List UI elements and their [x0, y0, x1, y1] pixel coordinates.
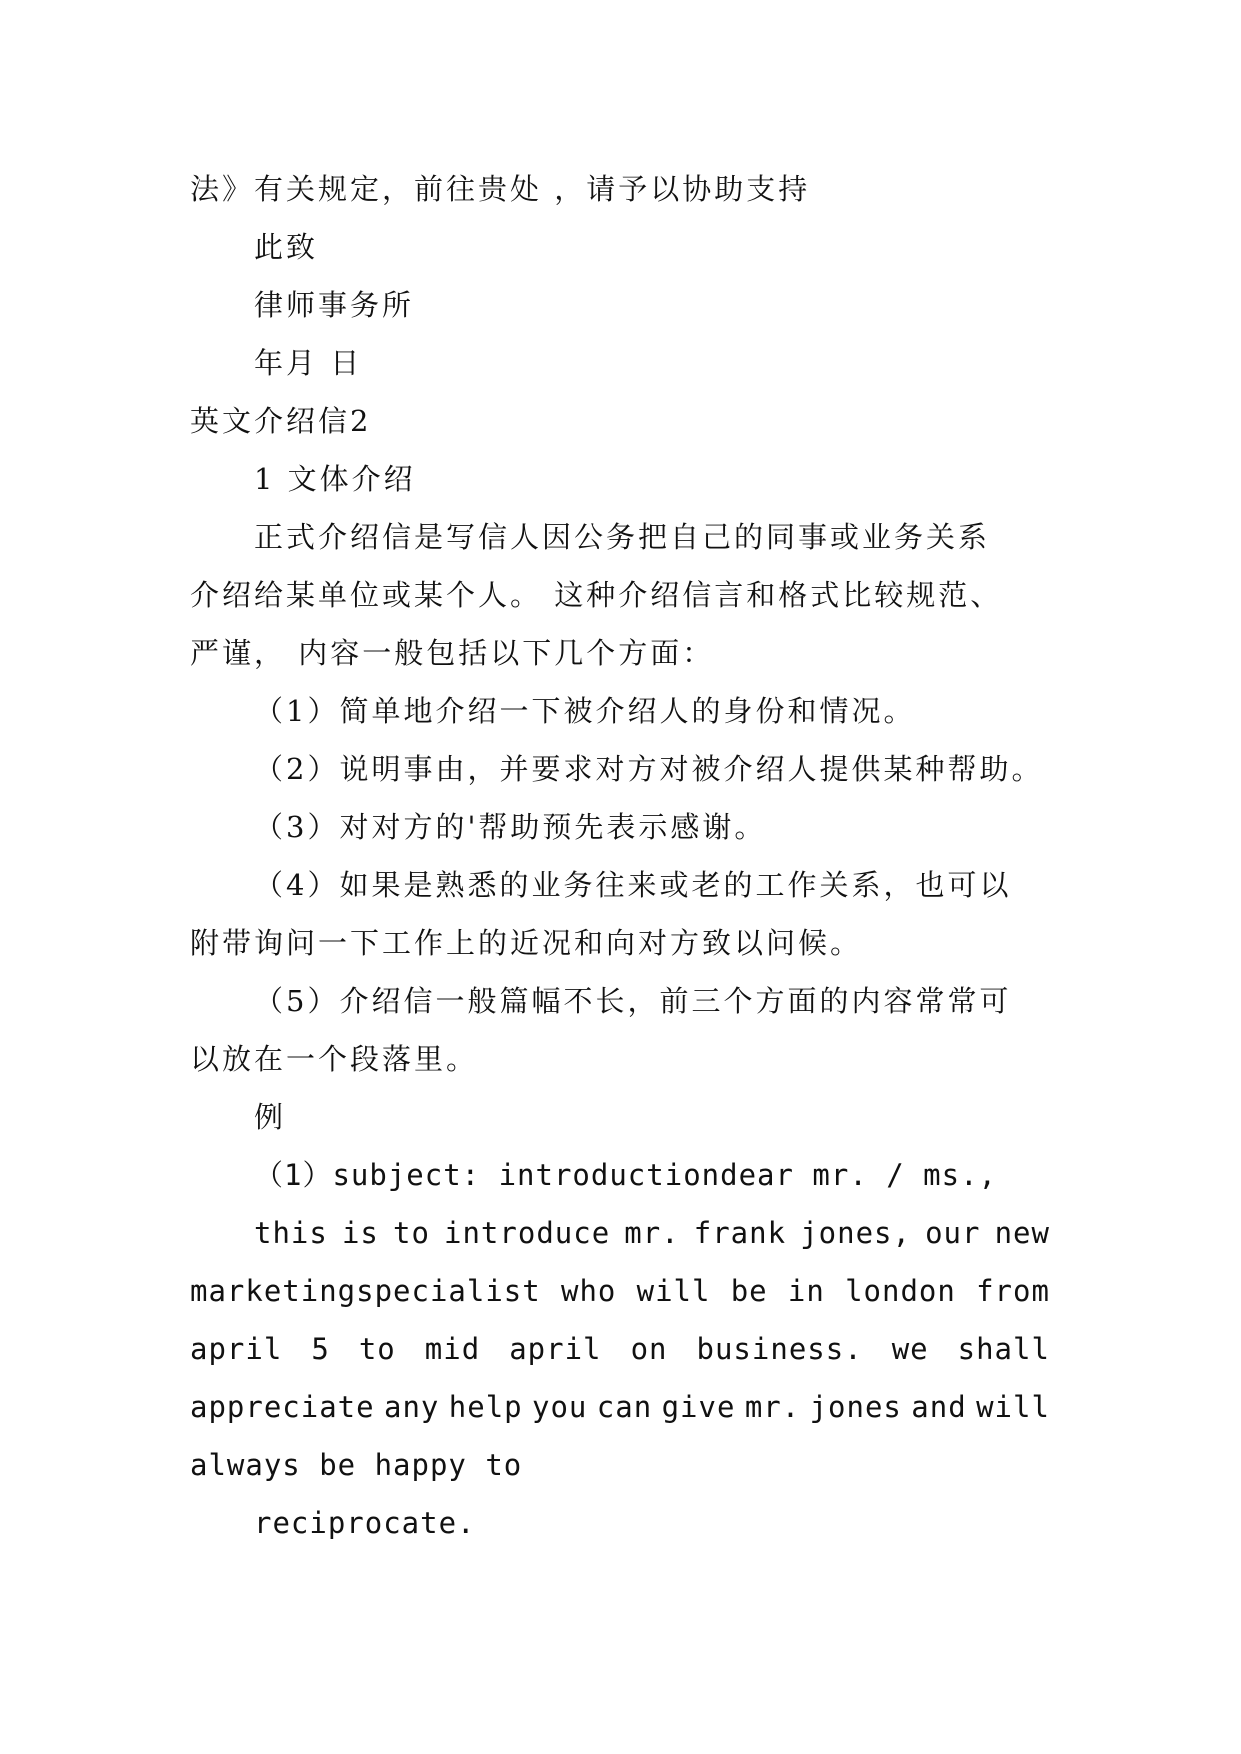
word: will [636, 1274, 711, 1308]
word: frank [693, 1216, 787, 1250]
word: london [845, 1274, 956, 1308]
word: give [661, 1390, 736, 1424]
paragraph-line: 正式介绍信是写信人因公务把自己的同事或业务关系 [254, 520, 991, 554]
word: mid [424, 1332, 481, 1366]
word: you [532, 1390, 588, 1424]
word: will [976, 1390, 1050, 1424]
word: appreciate [190, 1390, 375, 1424]
english-line [190, 1320, 1050, 1378]
word: april [509, 1332, 602, 1366]
signature-date: 年月 日 [254, 346, 363, 380]
list-item: （4）如果是熟悉的业务往来或老的工作关系，也可以 [254, 868, 1012, 902]
english-line: always be happy to [190, 1448, 523, 1482]
word: we [891, 1332, 929, 1366]
word: help [448, 1390, 523, 1424]
list-item: （5）介绍信一般篇幅不长，前三个方面的内容常常可 [254, 984, 1012, 1018]
word: this [254, 1216, 328, 1250]
list-item-continuation: 以放在一个段落里。 [190, 1042, 479, 1076]
list-item: （3）对对方的'帮助预先表示感谢。 [254, 810, 767, 844]
document-body [190, 160, 1050, 1552]
word: be [730, 1274, 768, 1308]
word: marketingspecialist [190, 1274, 541, 1308]
english-line [190, 1378, 1050, 1436]
word: jones [809, 1390, 902, 1424]
list-item: （2）说明事由，并要求对方对被介绍人提供某种帮助。 [254, 752, 1044, 786]
word: april [190, 1332, 283, 1366]
paragraph-line: 介绍给某单位或某个人。 这种介绍信言和格式比较规范、 [190, 578, 1003, 612]
word: can [596, 1390, 653, 1424]
word: and [911, 1390, 967, 1424]
paragraph-line: 严谨， 内容一般包括以下几个方面： [190, 636, 715, 670]
text-line: 法》有关规定，前往贵处 ，请予以协助支持 [190, 172, 811, 206]
word: who [560, 1274, 617, 1308]
word: our [925, 1216, 981, 1250]
word: shall [957, 1332, 1050, 1366]
list-item-continuation: 附带询问一下工作上的近况和向对方致以问候。 [190, 926, 863, 960]
list-item: （1）简单地介绍一下被介绍人的身份和情况。 [254, 694, 916, 728]
word: introduce [444, 1216, 611, 1250]
word: in [787, 1274, 825, 1308]
example-label: 例 [254, 1100, 287, 1134]
english-line [190, 1262, 1050, 1320]
word: jones, [800, 1216, 911, 1250]
english-line: reciprocate. [254, 1506, 476, 1540]
signature-firm: 律师事务所 [254, 288, 415, 322]
word: 5 [311, 1332, 330, 1366]
english-line [190, 1204, 1050, 1262]
word: on [630, 1332, 668, 1366]
word: is [341, 1216, 379, 1250]
example-subject: （1）subject: introductiondear mr. / ms., [254, 1158, 998, 1192]
word: mr. [744, 1390, 801, 1424]
word: new [994, 1216, 1050, 1250]
word: mr. [624, 1216, 680, 1250]
word: from [976, 1274, 1050, 1308]
word: any [384, 1390, 440, 1424]
word: to [358, 1332, 396, 1366]
word: to [392, 1216, 430, 1250]
word: business. [696, 1332, 863, 1366]
subsection-heading: 1 文体介绍 [254, 462, 416, 496]
closing-salutation: 此致 [254, 230, 319, 264]
section-heading: 英文介绍信2 [190, 404, 372, 438]
